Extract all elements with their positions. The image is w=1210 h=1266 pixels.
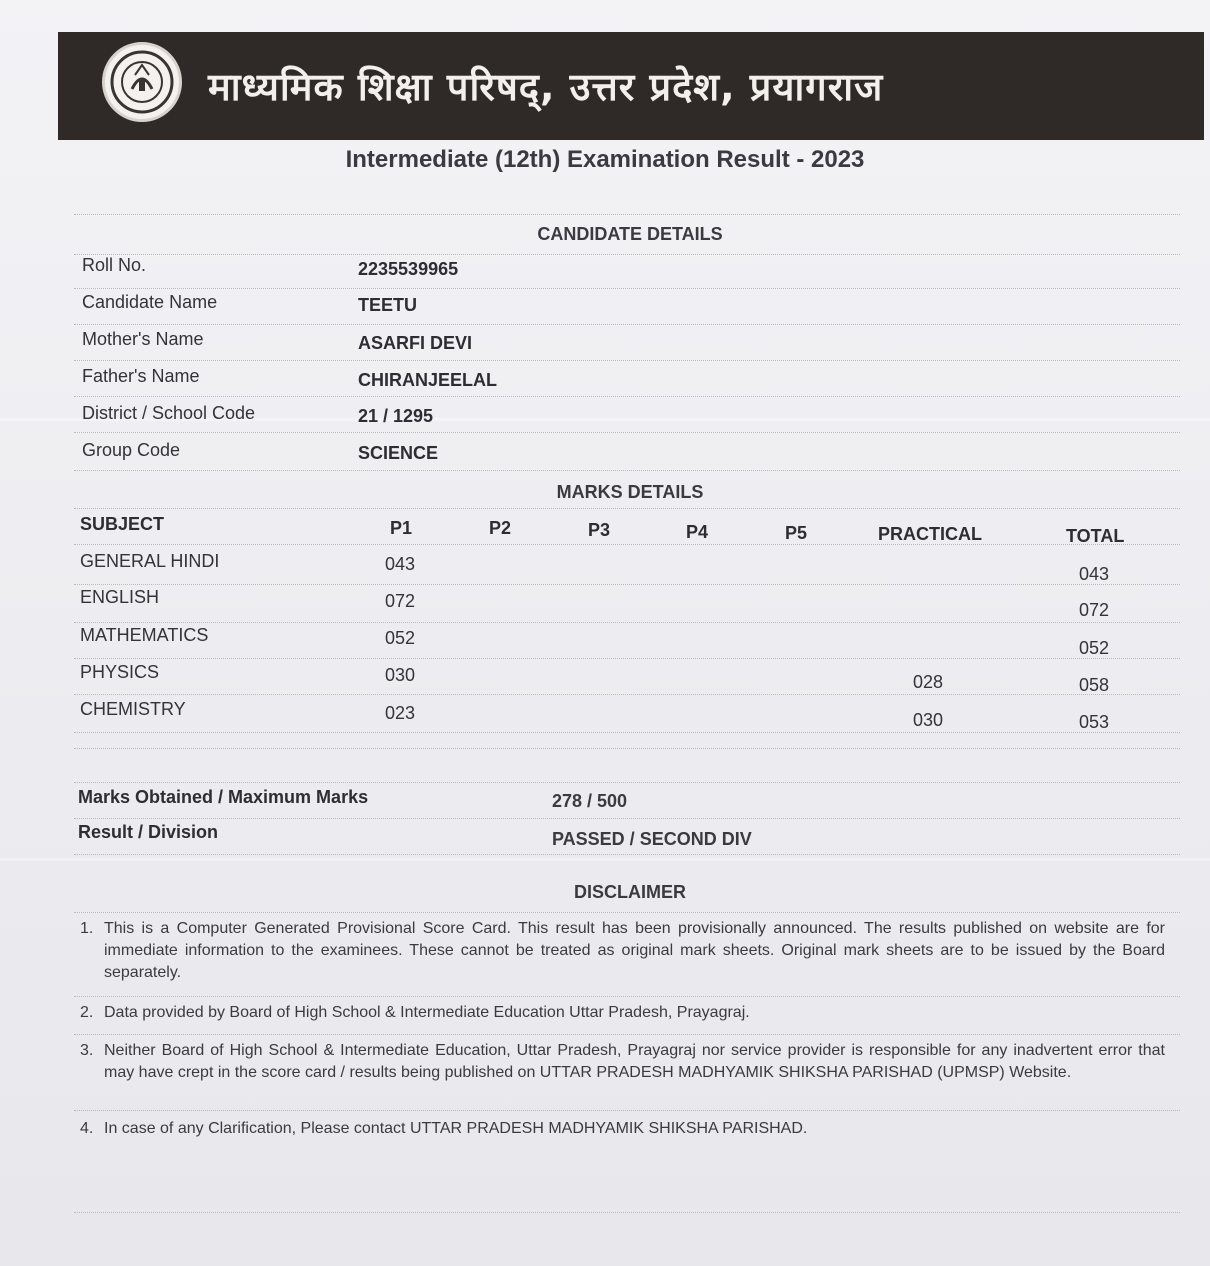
- mother-name-value: ASARFI DEVI: [358, 333, 473, 353]
- divider: [74, 324, 1180, 325]
- disclaimer-text: In case of any Clarification, Please contact UTTAR PRADESH MADHYAMIK SHIKSHA PARISHAD.: [104, 1120, 808, 1137]
- total-mark: 043: [1079, 564, 1110, 584]
- marks-obtained-label: Marks Obtained / Maximum Marks: [78, 787, 369, 807]
- total-mark: 072: [1079, 600, 1110, 620]
- divider: [74, 818, 1180, 819]
- practical-mark: 030: [913, 710, 944, 730]
- father-name-value: CHIRANJEELAL: [358, 370, 498, 390]
- total-mark: 052: [1079, 638, 1110, 658]
- candidate-name-label: Candidate Name: [82, 292, 218, 312]
- divider: [74, 1212, 1180, 1213]
- divider: [74, 748, 1180, 749]
- divider: [74, 1110, 1180, 1111]
- paper-fold: [0, 858, 1210, 861]
- practical-header: PRACTICAL: [878, 524, 982, 544]
- divider: [74, 622, 1180, 623]
- p1-header: P1: [390, 518, 413, 538]
- divider: [74, 432, 1180, 433]
- divider: [74, 544, 1180, 545]
- candidate-name-value: TEETU: [358, 295, 418, 315]
- p1-mark: 072: [385, 591, 416, 611]
- roll-no-label: Roll No.: [82, 255, 147, 275]
- p3-header: P3: [588, 520, 611, 540]
- p4-header: P4: [686, 522, 709, 542]
- divider: [74, 214, 1180, 215]
- p2-header: P2: [489, 518, 512, 538]
- board-banner: [58, 32, 1204, 140]
- divider: [74, 658, 1180, 659]
- marks-obtained-value: 278 / 500: [552, 791, 628, 811]
- disclaimer-item: [80, 1040, 1165, 1084]
- candidate-details-heading: CANDIDATE DETAILS: [537, 224, 723, 244]
- divider: [74, 396, 1180, 397]
- marks-details-heading: MARKS DETAILS: [556, 482, 704, 502]
- divider: [74, 254, 1180, 255]
- divider: [74, 470, 1180, 471]
- subject-name: MATHEMATICS: [80, 625, 209, 645]
- divider: [74, 288, 1180, 289]
- subject-name: ENGLISH: [80, 587, 160, 607]
- divider: [74, 996, 1180, 997]
- subject-header: SUBJECT: [80, 514, 165, 534]
- total-mark: 053: [1079, 712, 1110, 732]
- p1-mark: 052: [385, 628, 416, 648]
- subject-name: CHEMISTRY: [80, 699, 186, 719]
- board-name: माध्यमिक शिक्षा परिषद्, उत्तर प्रदेश, प्रयागराज: [208, 65, 884, 109]
- divider: [74, 732, 1180, 733]
- district-school-code-value: 21 / 1295: [358, 406, 434, 426]
- total-mark: 058: [1079, 675, 1110, 695]
- mother-name-label: Mother's Name: [82, 329, 204, 349]
- group-code-value: SCIENCE: [358, 443, 439, 463]
- p1-mark: 043: [385, 554, 416, 574]
- divider: [74, 854, 1180, 855]
- roll-no-value: 2235539965: [358, 259, 459, 279]
- divider: [74, 782, 1180, 783]
- divider: [74, 360, 1180, 361]
- practical-mark: 028: [913, 672, 944, 692]
- subject-name: GENERAL HINDI: [80, 551, 220, 571]
- group-code-label: Group Code: [82, 440, 181, 460]
- disclaimer-number: 3.: [80, 1042, 94, 1059]
- divider: [74, 694, 1180, 695]
- result-division-value: PASSED / SECOND DIV: [552, 829, 752, 849]
- disclaimer-heading: DISCLAIMER: [574, 882, 686, 902]
- disclaimer-number: 4.: [80, 1120, 94, 1137]
- disclaimer-item: [80, 1002, 1165, 1024]
- divider: [74, 508, 1180, 509]
- disclaimer-item: [80, 918, 1165, 984]
- disclaimer-item: [80, 1118, 1165, 1140]
- total-header: TOTAL: [1066, 526, 1125, 546]
- result-title: Intermediate (12th) Examination Result - 2023: [345, 146, 865, 173]
- district-school-code-label: District / School Code: [82, 403, 256, 423]
- result-division-label: Result / Division: [78, 822, 219, 842]
- disclaimer-text: This is a Computer Generated Provisional Score Card. This result has been provisionally announced. The results published on website are for immediate information to the examinees. These cannot be treated as original mark sheets. Original mark sheets are to be issued by the Board separately.: [104, 920, 1165, 981]
- p1-mark: 030: [385, 665, 416, 685]
- disclaimer-number: 1.: [80, 920, 94, 937]
- up-govt-seal-icon: [102, 42, 182, 122]
- subject-name: PHYSICS: [80, 662, 160, 682]
- p1-mark: 023: [385, 703, 416, 723]
- disclaimer-number: 2.: [80, 1004, 94, 1021]
- disclaimer-text: Data provided by Board of High School & Intermediate Education Uttar Pradesh, Prayagraj.: [104, 1004, 750, 1021]
- disclaimer-text: Neither Board of High School & Intermediate Education, Uttar Pradesh, Prayagraj nor service provider is responsible for any inadvertent error that may have crept in the score card / results being published on UTTAR PRADESH MADHYAMIK SHIKSHA PARISHAD (UPMSP) Website.: [104, 1042, 1165, 1081]
- p5-header: P5: [785, 523, 808, 543]
- father-name-label: Father's Name: [82, 366, 200, 386]
- divider: [74, 912, 1180, 913]
- divider: [74, 1034, 1180, 1035]
- divider: [74, 584, 1180, 585]
